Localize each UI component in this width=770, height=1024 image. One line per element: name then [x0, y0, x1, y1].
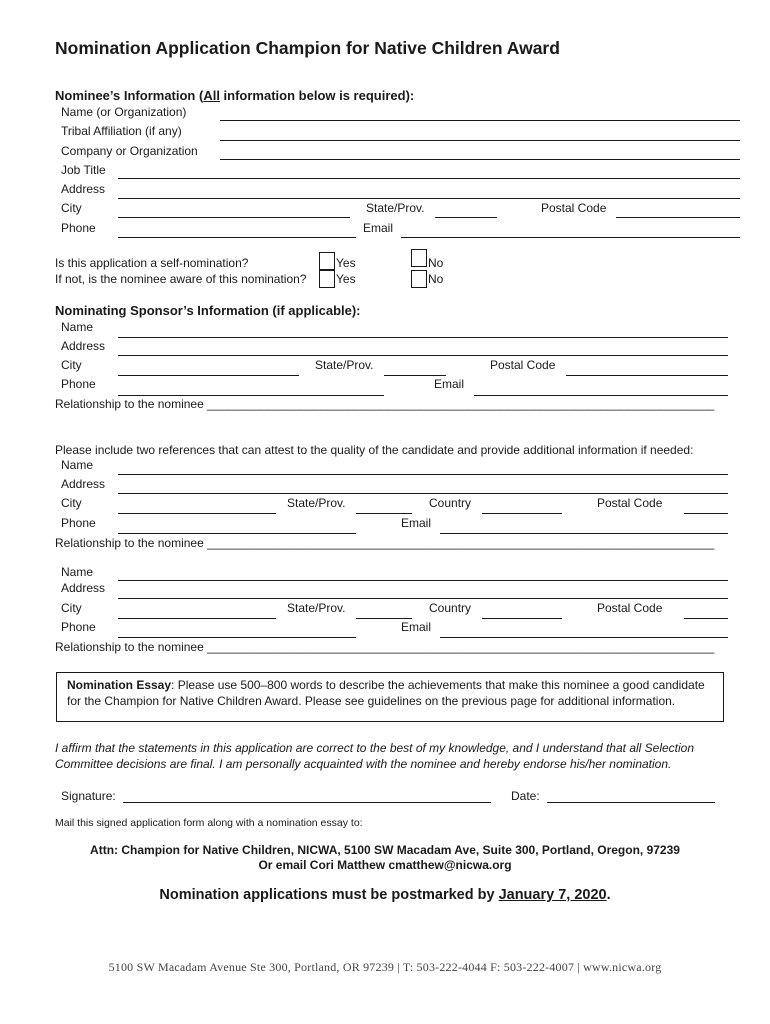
nominee-aware-question: If not, is the nominee aware of this nomination? [55, 272, 307, 286]
nominee-postal-field[interactable] [616, 217, 740, 218]
signature-field[interactable] [123, 802, 491, 803]
nominee-heading-post: information below is required): [219, 88, 415, 103]
sponsor-state-label: State/Prov. [315, 358, 374, 372]
ref1-postal-field[interactable] [684, 513, 728, 514]
nominee-tribal-field[interactable] [220, 140, 740, 141]
nominee-email-field[interactable] [401, 237, 740, 238]
deadline-pre: Nomination applications must be postmarked by [159, 887, 499, 903]
nominee-company-label: Company or Organization [61, 144, 198, 158]
deadline-notice [0, 887, 770, 903]
date-field[interactable] [547, 802, 715, 803]
ref1-city-field[interactable] [118, 513, 276, 514]
nominee-address-field[interactable] [118, 198, 740, 199]
ref2-city-field[interactable] [118, 618, 276, 619]
nominee-job-field[interactable] [118, 178, 740, 179]
nomination-essay-box [56, 672, 724, 722]
ref1-phone-field[interactable] [118, 533, 356, 534]
sponsor-address-field[interactable] [118, 355, 728, 356]
sponsor-city-label: City [61, 358, 82, 372]
page-title: Nomination Application Champion for Native Children Award [55, 38, 560, 58]
self-nomination-yes-checkbox[interactable] [319, 252, 335, 270]
sponsor-relationship[interactable]: Relationship to the nominee ____________________________________________________________________________ [55, 397, 715, 411]
ref2-phone-field[interactable] [118, 637, 356, 638]
ref1-address-field[interactable] [118, 493, 728, 494]
nominee-aware-yes-checkbox[interactable] [319, 270, 335, 288]
nominee-name-field[interactable] [220, 120, 740, 121]
sponsor-state-field[interactable] [384, 375, 446, 376]
sponsor-name-label: Name [61, 320, 94, 334]
ref2-phone-label: Phone [61, 620, 96, 634]
nominee-address-label: Address [61, 182, 106, 196]
ref1-state-label: State/Prov. [287, 496, 346, 510]
ref2-relationship[interactable]: Relationship to the nominee ____________________________________________________________________________ [55, 640, 715, 654]
references-intro: Please include two references that can attest to the quality of the candidate and provide additional information if needed: [55, 443, 694, 457]
affirmation-text: I affirm that the statements in this application are correct to the best of my knowledge, and I understand that all Selection Committee decisions are final. I am personally acquainted with the nominee and hereby endorse his/her nomination. [55, 741, 695, 771]
ref1-state-field[interactable] [356, 513, 412, 514]
sponsor-heading: Nominating Sponsor’s Information (if applicable): [55, 303, 361, 318]
self-nomination-no-checkbox[interactable] [411, 249, 427, 267]
nominee-state-label: State/Prov. [366, 201, 425, 215]
ref2-address-label: Address [61, 581, 106, 595]
nominee-email-label: Email [363, 221, 394, 235]
sponsor-postal-label: Postal Code [490, 358, 556, 372]
self-nomination-question: Is this application a self-nomination? [55, 256, 249, 270]
ref2-name-label: Name [61, 565, 94, 579]
ref1-city-label: City [61, 496, 82, 510]
ref1-email-label: Email [401, 516, 432, 530]
ref2-address-field[interactable] [118, 598, 728, 599]
ref1-name-field[interactable] [118, 474, 728, 475]
ref1-country-field[interactable] [482, 513, 562, 514]
ref1-email-field[interactable] [440, 533, 728, 534]
sponsor-phone-label: Phone [61, 377, 96, 391]
footer-address: 5100 SW Macadam Avenue Ste 300, Portland, OR 97239 | T: 503-222-4044 F: 503-222-4007 | www.nicwa.org [108, 960, 662, 974]
ref1-address-label: Address [61, 477, 106, 491]
nominee-aware-no-checkbox[interactable] [411, 270, 427, 288]
mailing-address: Attn: Champion for Native Children, NICWA, 5100 SW Macadam Ave, Suite 300, Portland, Oregon, 97239 [90, 843, 680, 857]
deadline-post: . [606, 887, 611, 903]
sponsor-city-field[interactable] [118, 375, 299, 376]
date-label: Date: [511, 789, 540, 803]
nominee-heading-pre: Nominee’s Information ( [55, 88, 204, 103]
ref1-name-label: Name [61, 458, 94, 472]
deadline-date: January 7, 2020 [498, 887, 607, 903]
ref2-country-label: Country [429, 601, 472, 615]
nominee-tribal-label: Tribal Affiliation (if any) [61, 124, 182, 138]
email-contact: Or email Cori Matthew cmatthew@nicwa.org [258, 858, 512, 872]
nominee-state-field[interactable] [435, 217, 497, 218]
self-nomination-no-label: No [428, 256, 444, 270]
nominee-aware-yes-label: Yes [336, 272, 356, 286]
ref2-city-label: City [61, 601, 82, 615]
ref1-postal-label: Postal Code [597, 496, 663, 510]
ref2-postal-field[interactable] [684, 618, 728, 619]
sponsor-address-label: Address [61, 339, 106, 353]
ref1-phone-label: Phone [61, 516, 96, 530]
ref2-country-field[interactable] [482, 618, 562, 619]
mail-instructions: Mail this signed application form along with a nomination essay to: [55, 817, 363, 829]
ref2-state-field[interactable] [356, 618, 412, 619]
nominee-heading [55, 88, 414, 103]
ref2-name-field[interactable] [118, 580, 728, 581]
nominee-job-label: Job Title [61, 163, 106, 177]
nominee-phone-field[interactable] [118, 237, 356, 238]
nominee-heading-all: All [203, 88, 220, 103]
ref1-country-label: Country [429, 496, 472, 510]
sponsor-name-field[interactable] [118, 337, 728, 338]
nominee-name-label: Name (or Organization) [61, 105, 187, 119]
ref2-postal-label: Postal Code [597, 601, 663, 615]
sponsor-email-field[interactable] [474, 395, 728, 396]
sponsor-phone-field[interactable] [118, 395, 384, 396]
signature-label: Signature: [61, 789, 116, 803]
ref2-email-field[interactable] [440, 637, 728, 638]
nominee-phone-label: Phone [61, 221, 96, 235]
ref2-email-label: Email [401, 620, 432, 634]
nominee-city-field[interactable] [118, 217, 350, 218]
self-nomination-yes-label: Yes [336, 256, 356, 270]
nominee-company-field[interactable] [220, 159, 740, 160]
essay-text: : Please use 500–800 words to describe the achievements that make this nominee a good candidate for the Champion for Native Children Award. Please see guidelines on the previous page for additional information. [67, 678, 705, 708]
nominee-city-label: City [61, 201, 82, 215]
essay-label: Nomination Essay [67, 678, 172, 692]
ref1-relationship[interactable]: Relationship to the nominee ____________________________________________________________________________ [55, 536, 715, 550]
sponsor-email-label: Email [434, 377, 465, 391]
nominee-aware-no-label: No [428, 272, 444, 286]
sponsor-postal-field[interactable] [566, 375, 728, 376]
nominee-postal-label: Postal Code [541, 201, 607, 215]
ref2-state-label: State/Prov. [287, 601, 346, 615]
